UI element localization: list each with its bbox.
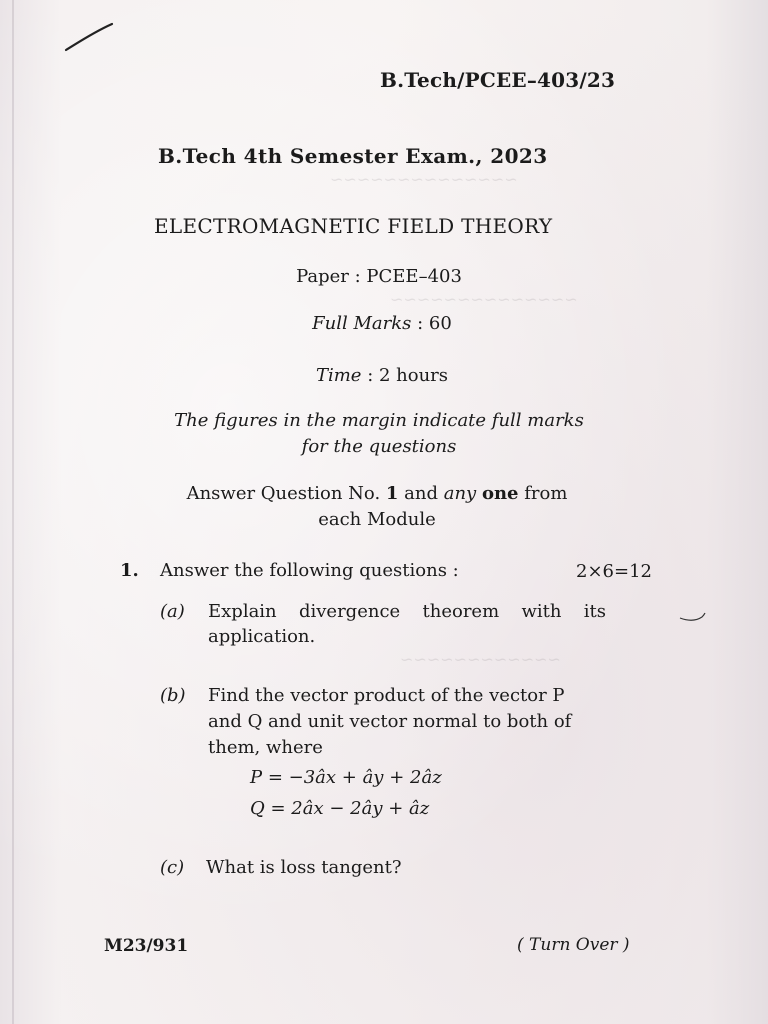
full-marks-value: : 60 xyxy=(417,313,452,334)
subpart-b-line2: and Q and unit vector normal to both of xyxy=(208,711,572,732)
equation-q: Q = 2âx − 2ây + âz xyxy=(250,798,430,819)
instruction-figures-line1: The figures in the margin indicate full marks xyxy=(174,410,584,431)
subpart-label-b: (b) xyxy=(160,685,186,706)
word: Explain xyxy=(208,601,277,622)
word: divergence xyxy=(298,601,401,622)
subpart-a-line2: application. xyxy=(208,626,316,647)
bleed-through-text: ~~~~~~~~~~~~ xyxy=(400,650,561,669)
word: with xyxy=(521,601,562,622)
exam-title: B.Tech 4th Semester Exam., 2023 xyxy=(158,144,548,168)
time-line xyxy=(0,365,764,386)
turn-over-note: ( Turn Over ) xyxy=(517,935,630,955)
bleed-through-text: ~~~~~~~~~~~~~~ xyxy=(330,170,518,189)
question-text: Answer the following questions : xyxy=(160,560,459,581)
instruction-bold-word: one xyxy=(481,483,519,504)
instruction-text: from xyxy=(518,483,568,504)
word: theorem xyxy=(422,601,500,622)
pen-tick-mark xyxy=(678,612,708,626)
question-marks: 2×6=12 xyxy=(576,561,652,582)
instruction-answer-line2: each Module xyxy=(318,509,436,530)
subpart-a-line1 xyxy=(208,601,606,622)
instruction-figures-line2: for the questions xyxy=(301,436,457,457)
subpart-b-line1: Find the vector product of the vector P xyxy=(208,685,565,706)
word: its xyxy=(583,601,606,622)
time-value: : 2 hours xyxy=(367,365,449,386)
instruction-text: and xyxy=(398,483,444,504)
instruction-italic: any xyxy=(443,483,477,504)
instruction-bold-number: 1 xyxy=(385,483,399,504)
paper-code: B.Tech/PCEE–403/23 xyxy=(380,68,616,92)
equation-p: P = −3âx + ây + 2âz xyxy=(250,767,442,788)
footer-code: M23/931 xyxy=(104,936,189,956)
pen-stroke-mark xyxy=(64,22,116,54)
instruction-answer-line1 xyxy=(0,483,754,504)
full-marks-line xyxy=(0,313,764,334)
full-marks-label: Full Marks xyxy=(312,313,412,334)
bleed-through-text: ~~~~~~~~~~~~~~ xyxy=(390,290,578,309)
subpart-label-c: (c) xyxy=(160,857,185,878)
subpart-b-line3: them, where xyxy=(208,737,323,758)
instruction-text: Answer Question No. xyxy=(186,483,386,504)
paper-line: Paper : PCEE–403 xyxy=(296,266,462,287)
subpart-c-line1: What is loss tangent? xyxy=(206,857,402,878)
question-number: 1. xyxy=(120,560,139,581)
subpart-label-a: (a) xyxy=(160,601,185,622)
subject-title: ELECTROMAGNETIC FIELD THEORY xyxy=(154,214,553,238)
time-label: Time xyxy=(315,365,362,386)
